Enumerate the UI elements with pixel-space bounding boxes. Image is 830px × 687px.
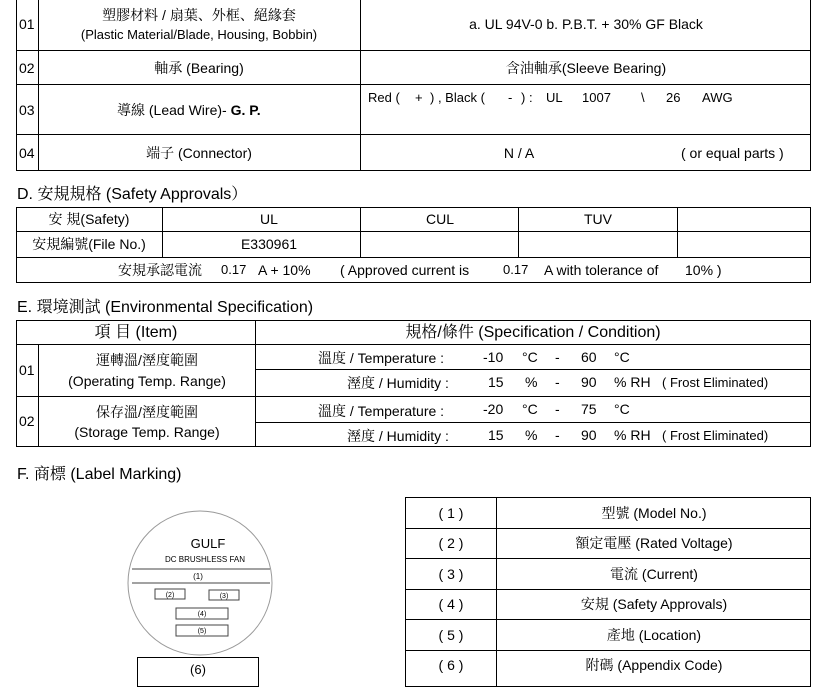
- product-type: DC BRUSHLESS FAN: [164, 555, 246, 564]
- table-divider: [16, 50, 811, 51]
- legend-number: ( 6 ): [438, 657, 464, 673]
- humidity-unit: % RH: [614, 374, 651, 390]
- range-dash: -: [555, 401, 560, 417]
- col-header-cul: CUL: [425, 211, 455, 227]
- material-spec: a. UL 94V-0 b. P.B.T. + 30% GF Black: [469, 16, 703, 32]
- wire-black-label: ) , Black (: [430, 90, 485, 105]
- label-heading: F. 商標 (Label Marking): [17, 466, 182, 483]
- row-number: 04: [19, 145, 35, 161]
- ul-file-number: E330961: [240, 236, 298, 252]
- legend-number: ( 1 ): [438, 505, 464, 521]
- approved-current-zh: 安規承認電流: [118, 262, 202, 278]
- table-divider: [405, 619, 811, 620]
- range-dash: -: [555, 374, 560, 390]
- wire-ul: UL: [546, 90, 563, 105]
- table-divider: [360, 207, 361, 257]
- range-dash: -: [555, 427, 560, 443]
- temperature-max: 75: [581, 401, 597, 417]
- col-header-spec: 規格/條件 (Specification / Condition): [405, 324, 661, 341]
- legend-description: 安規 (Safety Approvals): [580, 596, 728, 612]
- table-divider: [405, 589, 811, 590]
- field-5-marker: (5): [197, 628, 207, 635]
- legend-description: 附碼 (Appendix Code): [585, 657, 723, 673]
- humidity-min: 15: [488, 374, 504, 390]
- table-divider: [16, 134, 811, 135]
- range-name-zh: 保存溫/溼度範圍: [96, 404, 198, 420]
- frost-note: ( Frost Eliminated): [662, 375, 769, 390]
- tolerance-percent: 10% ): [685, 262, 722, 278]
- humidity-label: 溼度 / Humidity :: [347, 428, 449, 444]
- legend-number: ( 2 ): [438, 535, 464, 551]
- wire-style-number: 1007: [582, 90, 611, 105]
- table-divider: [38, 0, 39, 171]
- table-divider: [16, 257, 811, 258]
- humidity-label: 溼度 / Humidity :: [347, 375, 449, 391]
- table-divider: [518, 207, 519, 257]
- item-name: 端子 (Connector): [146, 145, 252, 161]
- wire-minus: -: [508, 90, 513, 105]
- legend-description: 電流 (Current): [610, 566, 698, 582]
- legend-number: ( 3 ): [438, 566, 464, 582]
- item-name-zh: 塑膠材料 / 扇葉、外框、絕緣套: [102, 7, 296, 23]
- humidity-max: 90: [581, 374, 597, 390]
- table-divider: [677, 207, 678, 257]
- lead-wire-label: 導線 (Lead Wire)-: [117, 102, 231, 118]
- connector-spec: N / A: [503, 145, 535, 161]
- lead-wire-grade: G. P.: [230, 102, 261, 118]
- field-1-marker: (1): [193, 572, 203, 581]
- temperature-min: -10: [483, 349, 504, 365]
- wire-colon: ) :: [521, 90, 533, 105]
- wire-awg: AWG: [702, 90, 733, 105]
- wire-plus: +: [415, 90, 423, 105]
- humidity-max: 90: [581, 427, 597, 443]
- table-divider: [360, 0, 361, 171]
- row-number: 03: [19, 102, 35, 118]
- frost-note: ( Frost Eliminated): [662, 428, 769, 443]
- field-3-marker: (3): [219, 593, 229, 600]
- table-divider: [16, 231, 811, 232]
- approved-current-value: 0.17: [221, 262, 247, 277]
- row-number: 01: [19, 16, 35, 32]
- table-divider: [162, 207, 163, 257]
- temperature-label: 溫度 / Temperature :: [318, 403, 445, 419]
- safety-heading: D. 安規規格 (Safety Approvals）: [17, 186, 248, 203]
- row-number: 02: [19, 413, 35, 429]
- table-divider: [16, 344, 811, 345]
- humidity-unit: % RH: [614, 427, 651, 443]
- file-no-label: 安規編號(File No.): [32, 236, 146, 252]
- col-header-ul: UL: [260, 211, 278, 227]
- humidity-unit: %: [525, 427, 538, 443]
- table-divider: [405, 528, 811, 529]
- legend-description: 型號 (Model No.): [601, 505, 707, 521]
- temperature-unit: °C: [614, 349, 630, 365]
- safety-label: 安 規(Safety): [48, 211, 130, 227]
- col-header-tuv: TUV: [584, 211, 612, 227]
- brand-name: GULF: [190, 536, 226, 551]
- approved-current-en: ( Approved current is: [340, 262, 470, 278]
- table-divider: [255, 369, 811, 370]
- item-name-en: (Plastic Material/Blade, Housing, Bobbin): [80, 27, 318, 42]
- row-number: 01: [19, 362, 35, 378]
- item-name: [117, 103, 261, 117]
- table-divider: [405, 558, 811, 559]
- range-name-zh: 運轉溫/溼度範圍: [96, 352, 198, 368]
- legend-description: 額定電壓 (Rated Voltage): [575, 535, 733, 551]
- table-divider: [255, 422, 811, 423]
- table-divider: [16, 396, 811, 397]
- wire-gauge: 26: [666, 90, 681, 105]
- row-number: 02: [19, 60, 35, 76]
- temperature-unit: °C: [614, 401, 630, 417]
- table-divider: [255, 320, 256, 447]
- tolerance-text: A with tolerance of: [544, 262, 659, 278]
- wire-red-label: Red (: [368, 90, 400, 105]
- range-name-en: (Operating Temp. Range): [68, 373, 226, 389]
- temperature-unit: °C: [522, 401, 538, 417]
- temperature-unit: °C: [522, 349, 538, 365]
- legend-number: ( 4 ): [438, 596, 464, 612]
- approved-current-value-en: 0.17: [503, 262, 529, 277]
- legend-number: ( 5 ): [438, 627, 464, 643]
- bearing-spec: 含油軸承(Sleeve Bearing): [505, 60, 667, 76]
- temperature-label: 溫度 / Temperature :: [318, 350, 445, 366]
- approved-current-tolerance: A + 10%: [258, 262, 311, 278]
- temperature-max: 60: [581, 349, 597, 365]
- table-divider: [405, 650, 811, 651]
- label-diagram: [120, 503, 290, 673]
- connector-note: ( or equal parts ): [681, 145, 784, 161]
- range-name-en: (Storage Temp. Range): [74, 424, 220, 440]
- field-4-marker: (4): [197, 611, 207, 618]
- humidity-unit: %: [525, 374, 538, 390]
- table-divider: [496, 497, 497, 687]
- item-name: 軸承 (Bearing): [154, 60, 244, 76]
- legend-description: 產地 (Location): [606, 627, 702, 643]
- field-2-marker: (2): [165, 592, 175, 599]
- range-dash: -: [555, 349, 560, 365]
- table-divider: [16, 84, 811, 85]
- wire-separator: \: [641, 90, 645, 105]
- humidity-min: 15: [488, 427, 504, 443]
- environment-heading: E. 環境測試 (Environmental Specification): [17, 299, 314, 316]
- temperature-min: -20: [483, 401, 504, 417]
- field-6-marker: (6): [190, 662, 206, 677]
- col-header-item: 項 目 (Item): [94, 324, 178, 341]
